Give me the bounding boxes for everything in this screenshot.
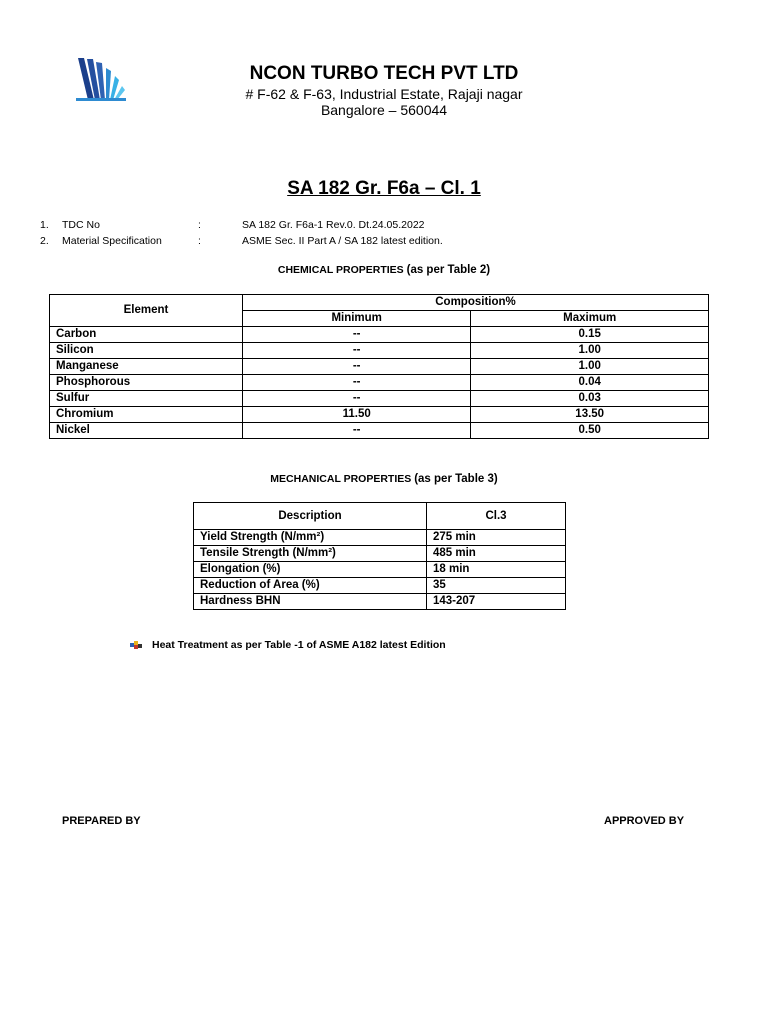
chemical-properties-heading [0, 264, 768, 276]
chemical-heading-suffix: (as per Table 2) [406, 264, 491, 276]
chemical-heading-text: CHEMICAL PROPERTIES [277, 264, 404, 276]
column-header-minimum: Minimum [243, 311, 471, 327]
maximum-cell: 0.04 [471, 375, 709, 391]
value-cell: 143-207 [427, 594, 566, 610]
meta-separator: : [198, 235, 201, 247]
heat-treatment-note: Heat Treatment as per Table -1 of ASME A182 latest Edition [152, 639, 446, 651]
meta-label-tdc: TDC No [62, 219, 100, 231]
meta-value-tdc: SA 182 Gr. F6a-1 Rev.0. Dt.24.05.2022 [242, 219, 425, 231]
minimum-cell: 11.50 [243, 407, 471, 423]
mechanical-heading-suffix: (as per Table 3) [414, 473, 498, 485]
maximum-cell: 1.00 [471, 359, 709, 375]
maximum-cell: 13.50 [471, 407, 709, 423]
mechanical-properties-table [193, 502, 566, 610]
meta-label-material-spec: Material Specification [62, 235, 162, 247]
description-cell: Tensile Strength (N/mm²) [194, 546, 427, 562]
column-header-element: Element [50, 295, 243, 327]
approved-by-label: APPROVED BY [604, 815, 685, 827]
minimum-cell: -- [243, 359, 471, 375]
table-row [50, 343, 709, 359]
table-row [50, 423, 709, 439]
column-header-maximum: Maximum [471, 311, 709, 327]
description-cell: Reduction of Area (%) [194, 578, 427, 594]
value-cell: 275 min [427, 530, 566, 546]
table-row [194, 562, 566, 578]
maximum-cell: 0.03 [471, 391, 709, 407]
table-row [50, 407, 709, 423]
description-cell: Elongation (%) [194, 562, 427, 578]
company-address-line2: Bangalore – 560044 [320, 102, 448, 118]
meta-separator: : [198, 219, 201, 231]
mechanical-properties-heading [0, 473, 768, 485]
maximum-cell: 1.00 [471, 343, 709, 359]
minimum-cell: -- [243, 343, 471, 359]
column-header-class: Cl.3 [427, 503, 566, 530]
value-cell: 35 [427, 578, 566, 594]
element-cell: Phosphorous [50, 375, 243, 391]
document-title-text: SA 182 Gr. F6a – Cl. 1 [287, 178, 481, 199]
maximum-cell: 0.15 [471, 327, 709, 343]
table-row [194, 594, 566, 610]
table-row [50, 327, 709, 343]
column-header-composition: Composition% [243, 295, 709, 311]
table-row [194, 578, 566, 594]
prepared-by-label: PREPARED BY [62, 815, 141, 827]
element-cell: Carbon [50, 327, 243, 343]
minimum-cell: -- [243, 391, 471, 407]
element-cell: Sulfur [50, 391, 243, 407]
document-title [0, 178, 768, 200]
table-row [50, 375, 709, 391]
chemical-properties-table [49, 294, 709, 439]
meta-number: 2. [40, 235, 49, 247]
description-cell: Hardness BHN [194, 594, 427, 610]
mechanical-heading-text: MECHANICAL PROPERTIES [270, 473, 412, 485]
table-row [194, 530, 566, 546]
column-header-description: Description [194, 503, 427, 530]
meta-number: 1. [40, 219, 49, 231]
description-cell: Yield Strength (N/mm²) [194, 530, 427, 546]
meta-value-material-spec: ASME Sec. II Part A / SA 182 latest edition. [242, 235, 443, 247]
value-cell: 485 min [427, 546, 566, 562]
minimum-cell: -- [243, 423, 471, 439]
company-address-line1: # F-62 & F-63, Industrial Estate, Rajaji nagar [245, 86, 523, 102]
value-cell: 18 min [427, 562, 566, 578]
element-cell: Manganese [50, 359, 243, 375]
company-name: NCON TURBO TECH PVT LTD [249, 63, 519, 84]
minimum-cell: -- [243, 327, 471, 343]
minimum-cell: -- [243, 375, 471, 391]
maximum-cell: 0.50 [471, 423, 709, 439]
table-row [194, 546, 566, 562]
bullet-flag-icon [130, 640, 142, 652]
table-row [50, 359, 709, 375]
element-cell: Chromium [50, 407, 243, 423]
table-row [50, 391, 709, 407]
element-cell: Nickel [50, 423, 243, 439]
element-cell: Silicon [50, 343, 243, 359]
